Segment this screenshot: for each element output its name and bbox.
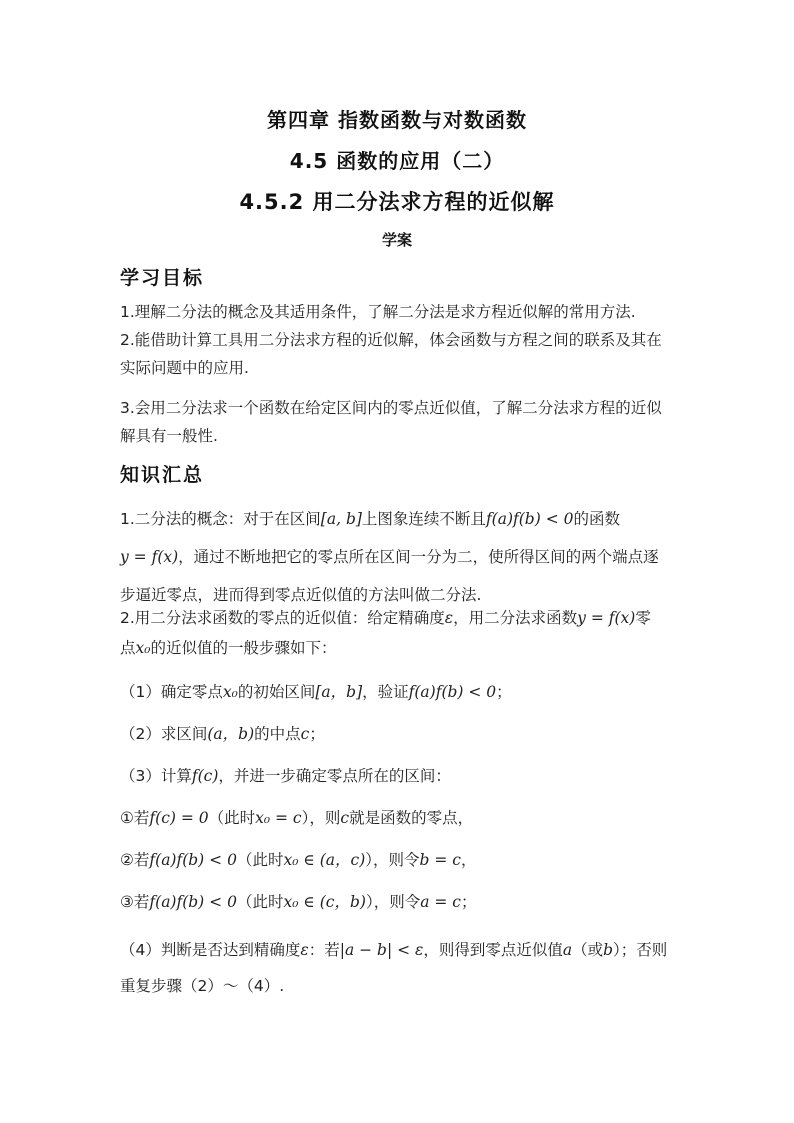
case-text: ②若 [120, 851, 150, 869]
step-text: （1）确定零点 [120, 683, 223, 701]
step-4 [120, 932, 667, 1004]
definition-text: 1.二分法的概念：对于在区间 [120, 510, 321, 528]
goal-item-3 [120, 394, 676, 450]
math-var: b [603, 941, 614, 959]
step-text: （2）求区间 [120, 725, 208, 743]
math-condition: f(a)f(b) < 0 [408, 683, 497, 701]
math-membership: x₀ ∈ (a，c) [283, 851, 366, 869]
step-text: ，则得到零点近似值 [423, 941, 563, 959]
step-text: （3）计算 [120, 767, 192, 785]
goal-item-1-text: 1.理解二分法的概念及其适用条件，了解二分法是求方程近似解的常用方法. [120, 303, 636, 321]
case-text: ①若 [120, 809, 150, 827]
math-var: a [562, 941, 573, 959]
case-text: ， [460, 851, 477, 869]
goal-item-2 [120, 326, 676, 382]
goal-item-3-line-1: 3.会用二分法求一个函数在给定区间内的零点近似值，了解二分法求方程的近似 [120, 399, 662, 417]
step-text: 的初始区间 [237, 683, 316, 701]
step-4-line-2: 重复步骤（2）～（4）. [120, 977, 285, 995]
intro-text: 点 [120, 639, 136, 657]
goal-item-1 [120, 298, 676, 326]
intro-text: 的近似值的一般步骤如下： [150, 639, 337, 657]
math-condition: f(c) = 0 [149, 809, 209, 827]
math-assignment: a = c [420, 893, 461, 911]
section-title: 4.5 函数的应用（二） [289, 149, 505, 173]
math-condition: |a − b| < ε [339, 941, 424, 959]
goal-item-3-line-2: 解具有一般性. [120, 427, 218, 445]
math-function: y = f(x) [577, 609, 636, 627]
case-text: ），则令 [365, 893, 421, 911]
math-function: y = f(x) [120, 548, 179, 566]
math-condition: f(a)f(b) < 0 [149, 893, 237, 911]
chapter-title: 第四章 指数函数与对数函数 [267, 108, 527, 132]
math-condition: f(a)f(b) < 0 [485, 510, 574, 528]
math-interval: [a, b] [320, 510, 362, 528]
math-interval: [a，b] [315, 683, 363, 701]
step-text: 的中点 [254, 725, 301, 743]
step-text: ； [496, 683, 512, 701]
math-midpoint: c [300, 725, 310, 743]
step-1 [120, 680, 512, 702]
case-text: ③若 [120, 893, 150, 911]
goal-item-2-line-2: 实际问题中的应用. [120, 359, 249, 377]
case-text: ），则 [301, 809, 341, 827]
step-text: ，并进一步确定零点所在的区间： [218, 767, 451, 785]
case-text: 就是函数的零点， [349, 809, 474, 827]
math-x0: x₀ [135, 639, 151, 657]
step-2 [120, 722, 325, 744]
case-text: （此时 [208, 809, 256, 827]
math-condition: f(a)f(b) < 0 [149, 851, 237, 869]
goals-heading: 学习目标 [120, 267, 205, 289]
case-text: ），则令 [365, 851, 420, 869]
math-interval: (a，b) [207, 725, 255, 743]
step-text: ，验证 [362, 683, 409, 701]
doc-type-label: 学案 [381, 231, 412, 249]
step-text: ； [309, 725, 325, 743]
case-3 [120, 890, 476, 912]
step-4-line-1 [120, 932, 667, 968]
math-assignment: b = c [419, 851, 461, 869]
knowledge-heading: 知识汇总 [120, 464, 205, 486]
math-epsilon: ε [300, 941, 309, 959]
approximation-intro [120, 603, 676, 663]
intro-text: 2.用二分法求函数的零点的近似值：给定精确度 [120, 609, 445, 627]
step-text: ）；否则 [613, 941, 668, 959]
case-text: （此时 [236, 893, 284, 911]
intro-line-2 [120, 633, 676, 663]
definition-line-1 [120, 500, 676, 538]
definition-text: 的函数 [573, 510, 620, 528]
math-fc: f(c) [191, 767, 219, 785]
step-text: ：若 [308, 941, 340, 959]
case-text: （此时 [236, 851, 284, 869]
intro-text: ，用二分法求函数 [453, 609, 578, 627]
math-equation: x₀ = c [255, 809, 302, 827]
subsection-title: 4.5.2 用二分法求方程的近似解 [239, 190, 555, 214]
definition-text: 上图象连续不断且 [361, 510, 486, 528]
step-3 [120, 764, 451, 786]
step-text: （或 [572, 941, 604, 959]
intro-text: 零 [635, 609, 651, 627]
math-var: c [340, 809, 350, 827]
case-2 [120, 848, 477, 870]
step-text: （4）判断是否达到精确度 [120, 941, 301, 959]
math-epsilon: ε [444, 609, 454, 627]
case-text: ； [460, 893, 477, 911]
bisection-definition [120, 500, 676, 614]
definition-text: ，通过不断地把它的零点所在区间一分为二，使所得区间的两个端点逐 [178, 548, 659, 566]
math-x0: x₀ [222, 683, 238, 701]
math-membership: x₀ ∈ (c，b) [283, 893, 366, 911]
goal-item-2-line-1: 2.能借助计算工具用二分法求方程的近似解，体会函数与方程之间的联系及其在 [120, 331, 662, 349]
intro-line-1 [120, 603, 676, 633]
definition-line-3: 步逼近零点，进而得到零点近似值的方法叫做二分法. [120, 586, 482, 604]
definition-line-2 [120, 538, 676, 576]
case-1 [120, 806, 473, 828]
